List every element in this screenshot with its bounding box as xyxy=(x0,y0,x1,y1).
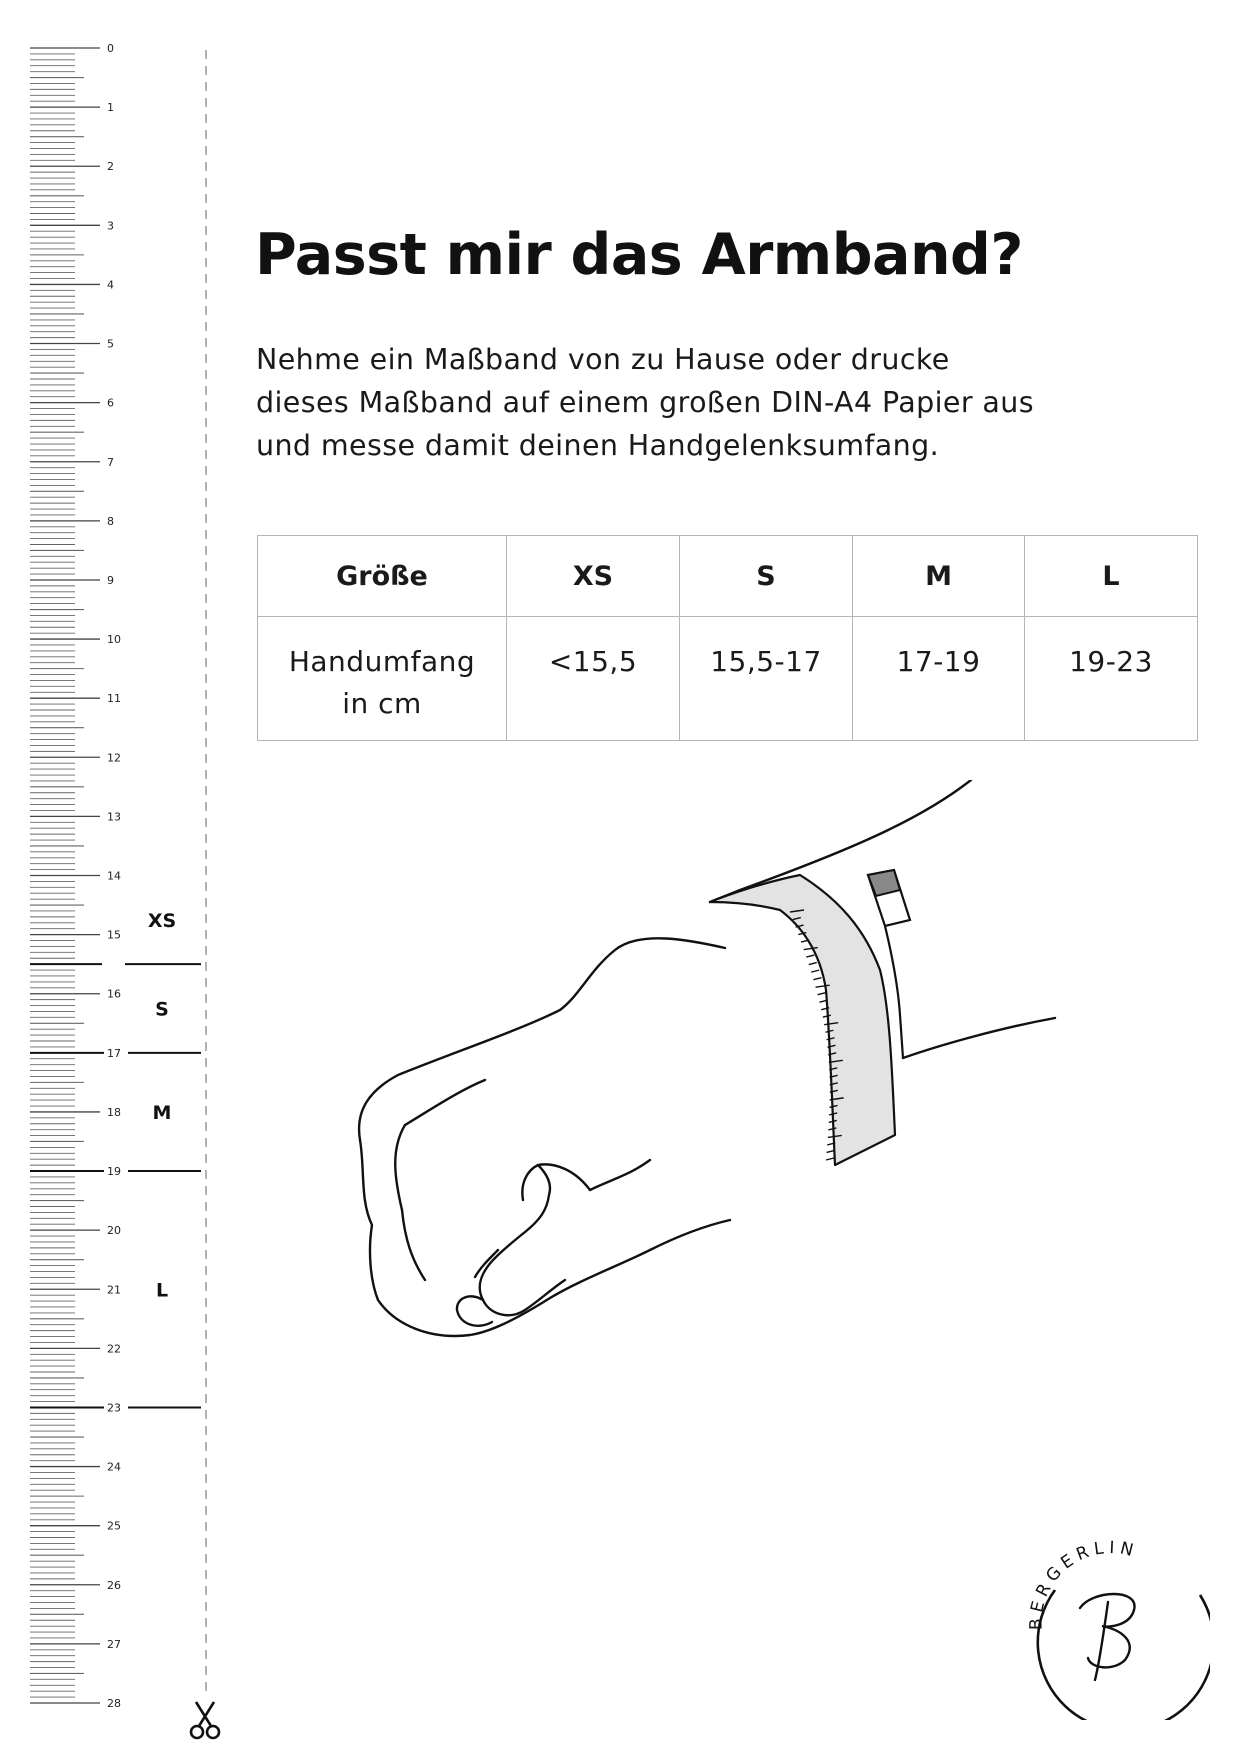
header-m: M xyxy=(853,536,1025,617)
knuckle-line xyxy=(405,1080,485,1125)
intro-line: und messe damit deinen Handgelenksumfang. xyxy=(256,429,940,462)
ruler-number: 4 xyxy=(107,278,114,292)
logo-brand: BERGERLIN xyxy=(1026,1537,1141,1631)
ruler-number: 27 xyxy=(107,1637,121,1651)
ruler-number: 3 xyxy=(107,219,114,233)
forearm-top-line xyxy=(710,780,971,902)
ruler-number: 10 xyxy=(107,633,121,647)
ruler-number: 8 xyxy=(107,514,114,528)
header-l: L xyxy=(1025,536,1198,617)
hand-outline xyxy=(359,938,730,1336)
header-size: Größe xyxy=(258,536,507,617)
ruler-number: 13 xyxy=(107,810,121,824)
tape-tick xyxy=(826,1158,834,1160)
row-label-line: in cm xyxy=(342,687,422,720)
ruler-number: 12 xyxy=(107,751,121,765)
size-table-header-row xyxy=(258,536,1198,617)
value-xs: <15,5 xyxy=(507,617,680,741)
logo-ring xyxy=(1038,1590,1210,1720)
ruler-number: 17 xyxy=(107,1046,121,1060)
tape-tick xyxy=(806,955,814,957)
intro-paragraph xyxy=(256,338,1156,467)
header-xs: XS xyxy=(507,536,680,617)
thumbnail xyxy=(457,1296,492,1325)
tape-tick xyxy=(818,993,826,995)
wrist-measuring-illustration xyxy=(320,780,1080,1360)
ruler-size-label: L xyxy=(155,1279,169,1302)
ruler-size-labels xyxy=(148,910,176,1301)
intro-line: dieses Maßband auf einem großen DIN-A4 Papier aus xyxy=(256,386,1035,419)
ruler-number: 11 xyxy=(107,692,121,706)
value-l: 19-23 xyxy=(1025,617,1198,741)
ruler-number: 25 xyxy=(107,1519,121,1533)
row-label xyxy=(258,617,507,741)
ruler-number: 5 xyxy=(107,337,114,351)
logo-monogram xyxy=(1080,1594,1135,1680)
ruler-number: 15 xyxy=(107,928,121,942)
ruler-size-label: M xyxy=(152,1101,172,1124)
ruler-number: 7 xyxy=(107,455,114,469)
tape-tick xyxy=(813,978,821,980)
thumb-crease xyxy=(475,1250,498,1277)
ruler-number: 23 xyxy=(107,1401,121,1415)
ruler-number: 0 xyxy=(107,42,114,55)
ruler-number: 2 xyxy=(107,160,114,174)
ruler-number: 9 xyxy=(107,573,114,587)
ruler-number: 18 xyxy=(107,1105,121,1119)
size-table xyxy=(257,535,1198,741)
ruler-number: 14 xyxy=(107,869,121,883)
tape-tick xyxy=(811,970,819,972)
ruler-number: 1 xyxy=(107,101,114,115)
ruler-size-label: XS xyxy=(147,909,177,932)
ruler-number: 21 xyxy=(107,1283,121,1297)
ruler-number: 26 xyxy=(107,1578,121,1592)
ruler-number: 24 xyxy=(107,1460,121,1474)
forearm-bottom-line xyxy=(903,1018,1055,1058)
palm-crease xyxy=(522,1160,650,1200)
bergerlin-logo xyxy=(1010,1520,1210,1720)
ruler-number: 20 xyxy=(107,1224,121,1238)
header-s: S xyxy=(680,536,853,617)
finger-line xyxy=(395,1125,405,1210)
ruler-size-label: S xyxy=(155,998,169,1021)
measuring-tape-icon xyxy=(710,870,910,1165)
ruler-ticks xyxy=(30,48,100,1703)
ruler-numbers xyxy=(107,42,121,1710)
ruler-number: 19 xyxy=(107,1165,121,1179)
tape-tick xyxy=(809,963,817,965)
ruler-number: 16 xyxy=(107,987,121,1001)
ruler-size-boundaries xyxy=(30,964,201,1407)
value-s: 15,5-17 xyxy=(680,617,853,741)
value-m: 17-19 xyxy=(853,617,1025,741)
row-label-line: Handumfang xyxy=(288,645,476,678)
scissors-icon xyxy=(191,1702,219,1738)
measuring-ruler xyxy=(0,0,230,1754)
intro-line: Nehme ein Maßband von zu Hause oder drucke xyxy=(256,343,950,376)
ruler-number: 22 xyxy=(107,1342,121,1356)
ruler-number: 6 xyxy=(107,396,114,410)
finger-line xyxy=(402,1210,425,1280)
ruler-number: 28 xyxy=(107,1697,121,1710)
page-title: Passt mir das Armband? xyxy=(255,222,1023,288)
size-table-row xyxy=(258,617,1198,741)
